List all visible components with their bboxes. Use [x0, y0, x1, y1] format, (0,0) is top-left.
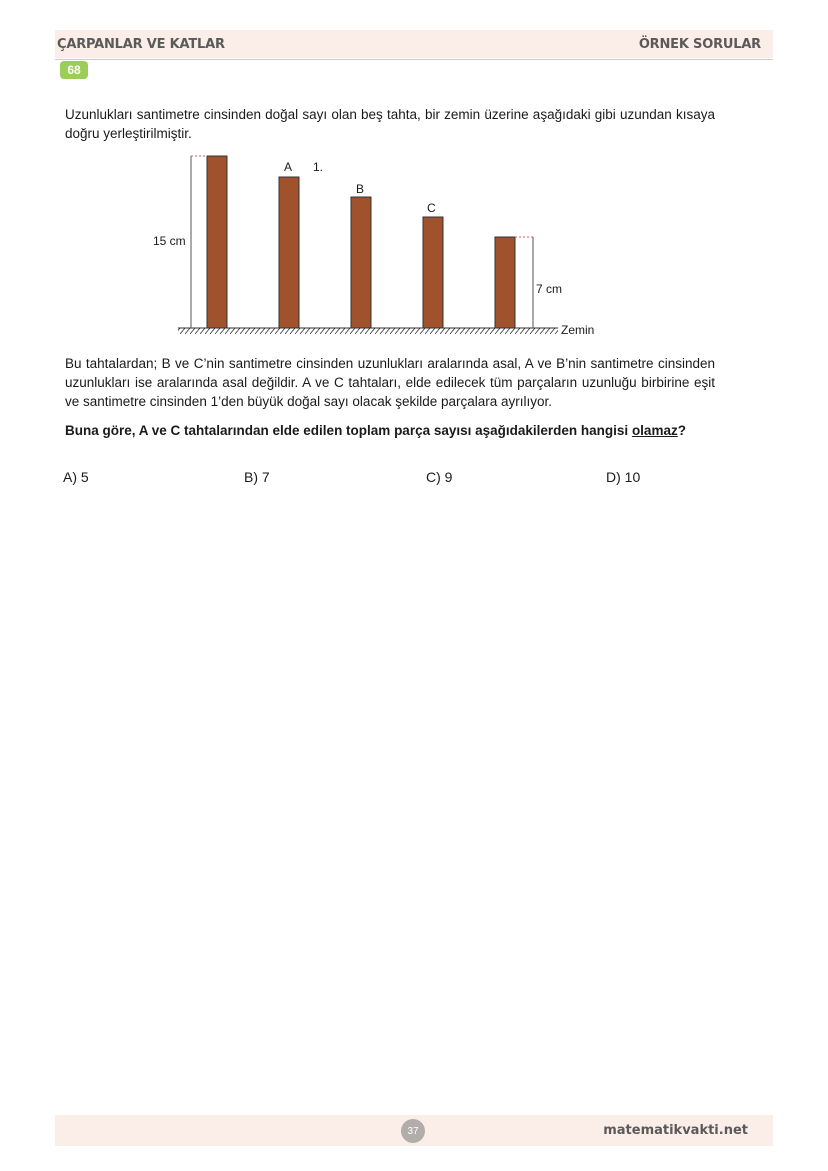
board-1 — [207, 156, 227, 328]
question-number-badge: 68 — [60, 61, 88, 79]
option-c[interactable]: C) 9 — [426, 469, 453, 485]
board-a-label: A — [284, 160, 293, 174]
tall-length-label: 15 cm — [153, 234, 186, 248]
question-text — [65, 421, 715, 440]
problem-body: Bu tahtalardan; B ve C’nin santimetre cinsinden uzunlukları aralarında asal, A ve B’nin santimetre cinsinden uzunlukları ise aralarında asal değildir. A ve C tahtaları, elde edilecek tüm parçaların uzunluğu birbirine eşit ve santimetre cinsinden 1’den büyük doğal sayı olacak şekilde parçalara ayrılıyor. — [65, 356, 715, 409]
ground-hatch — [178, 328, 558, 334]
intro-text: Uzunlukları santimetre cinsinden doğal sayı olan beş tahta, bir zemin üzerine aşağıdaki gibi uzundan kısaya doğru yerleştirilmiştir. — [65, 107, 715, 141]
board-b-label: B — [356, 182, 365, 196]
board-b — [351, 197, 371, 328]
option-d[interactable]: D) 10 — [606, 469, 641, 485]
question-after: ? — [677, 423, 686, 438]
board-c-label: C — [427, 201, 436, 215]
boards-figure — [140, 148, 610, 343]
question-emphasis: olamaz — [631, 423, 678, 438]
option-b[interactable]: B) 7 — [244, 469, 270, 485]
short-length-label: 7 cm — [536, 282, 563, 296]
board-extra-label: 1. — [313, 160, 324, 174]
board-5 — [495, 237, 515, 328]
board-a — [279, 177, 299, 328]
chapter-title: ÇARPANLAR VE KATLAR — [57, 37, 225, 52]
question-before: Buna göre, A ve C tahtalarından elde edilen toplam parça sayısı aşağıdakilerden hangisi — [65, 423, 632, 438]
option-a[interactable]: A) 5 — [63, 469, 89, 485]
board-c — [423, 217, 443, 328]
section-title: ÖRNEK SORULAR — [638, 37, 761, 52]
page-number: 37 — [401, 1119, 425, 1143]
footer-site: matematikvakti.net — [603, 1123, 748, 1138]
ground-label: Zemin — [561, 323, 595, 337]
header-divider — [55, 59, 773, 60]
